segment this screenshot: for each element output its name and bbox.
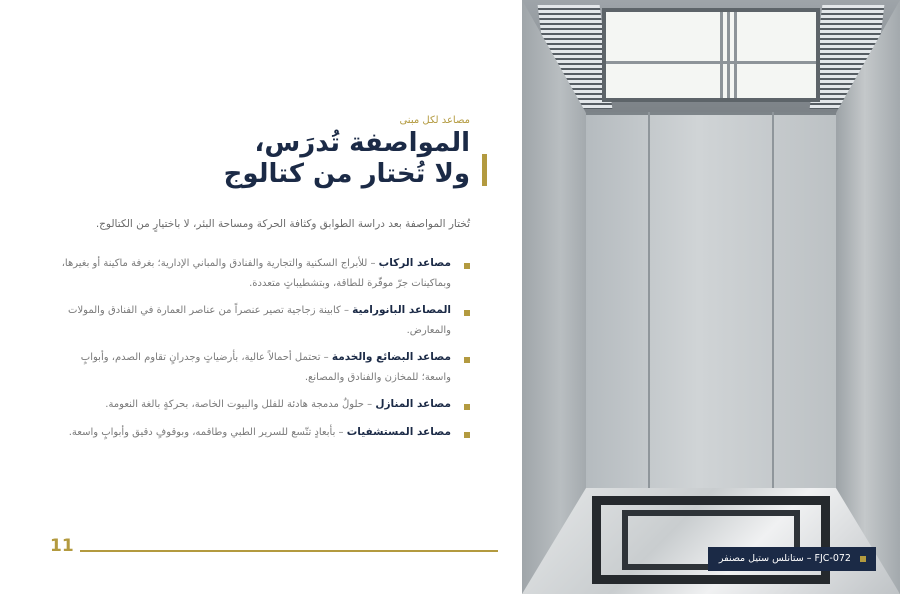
title-accent-bar xyxy=(482,154,487,186)
intro-text: تُختار المواصفة بعد دراسة الطوابق وكثافة الحركة ومساحة البئر، لا باختيارٍ من الكتالوج. xyxy=(95,218,470,230)
wall-seam xyxy=(648,112,650,490)
title-line-2: ولا تُختار من كتالوج xyxy=(223,159,470,189)
list-item xyxy=(60,348,470,387)
bullet-square-icon xyxy=(464,263,470,269)
item-term: مصاعد المستشفيات xyxy=(346,425,451,438)
page-title xyxy=(210,128,470,190)
item-dash: – xyxy=(367,399,373,410)
list-item xyxy=(60,254,470,293)
item-term: مصاعد المنازل xyxy=(375,398,451,410)
item-dash: – xyxy=(338,426,344,438)
eyebrow-label: مصاعد لكل مبنى xyxy=(399,115,470,126)
wall-top-band xyxy=(586,112,836,115)
light-divider xyxy=(727,12,730,98)
item-term: المصاعد البانورامية xyxy=(352,304,451,316)
item-text: بأبعادٍ تتّسع للسرير الطبي وطاقمه، وبوقوفٍ دقيق وأبوابٍ واسعة. xyxy=(68,426,336,438)
item-term: مصاعد الركاب xyxy=(378,257,451,269)
bullet-square-icon xyxy=(464,357,470,363)
footer-rule xyxy=(80,550,498,552)
ceiling xyxy=(522,0,900,112)
item-dash: – xyxy=(323,352,329,363)
light-divider xyxy=(606,61,816,64)
caption-square-icon xyxy=(860,556,866,562)
wall-seam xyxy=(772,112,774,490)
item-dash: – xyxy=(370,258,376,269)
light-divider xyxy=(720,12,723,98)
item-term: مصاعد البضائع والخدمة xyxy=(331,351,451,363)
light-divider xyxy=(734,12,737,98)
list-item xyxy=(60,423,470,443)
list-item xyxy=(60,395,470,415)
bullet-square-icon xyxy=(464,404,470,410)
item-dash: – xyxy=(343,305,349,316)
title-line-1: المواصفة تُدرَس، xyxy=(254,128,470,158)
item-text: للأبراج السكنية والتجارية والفنادق والمباني الإدارية؛ بغرفة ماكينة أو بغيرها، وبماكينات جرّ موفّرة للطاقة، وبتشطيباتٍ متعددة. xyxy=(61,258,451,289)
bullet-square-icon xyxy=(464,432,470,438)
bullet-square-icon xyxy=(464,310,470,316)
ceiling-light-panel xyxy=(602,8,820,102)
elevator-cabin-photo xyxy=(522,0,900,594)
page-number: 11 xyxy=(50,536,74,556)
caption-text: FJC-072 – ستانلس ستيل مصنفر xyxy=(718,553,851,564)
photo-caption xyxy=(708,547,876,571)
list-item xyxy=(60,301,470,340)
item-text: حلولٌ مدمجة هادئة للفلل والبيوت الخاصة، بحركةٍ بالغة النعومة. xyxy=(105,399,364,410)
back-wall xyxy=(586,112,836,490)
item-text: تحتمل أحمالاً عالية، بأرضياتٍ وجدرانٍ تقاوم الصدم، وأبوابٍ واسعة؛ للمخازن والفنادق والمصانع. xyxy=(80,352,451,383)
marble-floor xyxy=(522,488,900,594)
item-text: كابينة زجاجية تصير عنصراً من عناصر العمارة في الفنادق والمولات والمعارض. xyxy=(68,305,451,336)
elevator-types-list xyxy=(60,254,470,450)
